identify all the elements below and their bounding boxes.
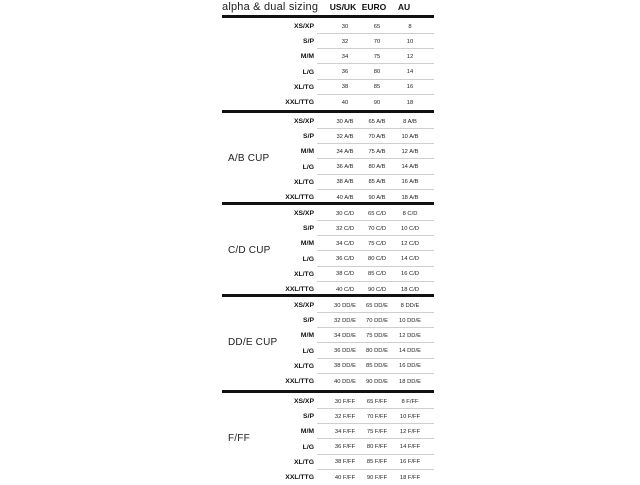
block-divider-bar xyxy=(222,15,434,18)
au-size: 8 C/D xyxy=(402,210,418,217)
alpha-size: L/G xyxy=(302,347,314,355)
euro-size: 85 DD/E xyxy=(366,363,388,370)
euro-size: 65 DD/E xyxy=(366,302,388,309)
block-divider-bar xyxy=(222,110,434,113)
size-row xyxy=(222,359,434,374)
us-uk-size: 30 DD/E xyxy=(334,302,356,309)
size-row xyxy=(222,114,434,129)
au-size: 8 DD/E xyxy=(400,302,420,309)
euro-size: 85 C/D xyxy=(367,271,387,278)
us-uk-size: 40 A/B xyxy=(336,194,354,201)
euro-size: 90 A/B xyxy=(368,194,386,201)
size-row xyxy=(222,344,434,359)
us-uk-size: 32 xyxy=(341,38,349,45)
size-row xyxy=(222,206,434,221)
us-uk-size: 38 DD/E xyxy=(334,363,356,370)
size-row xyxy=(222,267,434,282)
alpha-size: XXL/TTG xyxy=(285,99,314,106)
au-size: 12 DD/E xyxy=(399,332,421,339)
size-block-dde-cup xyxy=(222,294,434,389)
alpha-size: L/G xyxy=(302,68,314,76)
au-size: 18 F/FF xyxy=(399,474,421,481)
size-block-basic xyxy=(222,15,434,110)
us-uk-size: 38 A/B xyxy=(336,179,354,186)
au-size: 14 C/D xyxy=(400,256,420,263)
size-row xyxy=(222,221,434,236)
au-size: 16 xyxy=(406,84,414,91)
au-size: 8 xyxy=(408,23,412,30)
us-uk-size: 30 xyxy=(341,23,349,30)
euro-size: 70 F/FF xyxy=(366,413,388,420)
cup-label: DD/E CUP xyxy=(228,336,278,348)
size-row xyxy=(222,175,434,190)
us-uk-size: 36 C/D xyxy=(335,256,355,263)
size-row xyxy=(222,34,434,49)
size-row xyxy=(222,440,434,455)
au-size: 18 DD/E xyxy=(399,378,421,385)
column-header-us-uk: US/UK xyxy=(329,2,357,12)
block-divider-bar xyxy=(222,202,434,205)
us-uk-size: 32 A/B xyxy=(336,133,354,140)
alpha-size: XL/TG xyxy=(293,178,314,186)
us-uk-size: 34 xyxy=(341,53,349,60)
us-uk-size: 30 A/B xyxy=(336,118,354,125)
euro-size: 75 DD/E xyxy=(366,332,388,339)
column-header-euro: EURO xyxy=(361,2,387,12)
alpha-size: M/M xyxy=(300,332,314,340)
au-size: 12 xyxy=(406,53,414,60)
size-row xyxy=(222,252,434,267)
us-uk-size: 32 C/D xyxy=(335,225,355,232)
alpha-size: S/P xyxy=(303,38,314,46)
euro-size: 90 C/D xyxy=(367,286,387,293)
us-uk-size: 30 C/D xyxy=(335,210,355,217)
size-row xyxy=(222,455,434,470)
au-size: 12 A/B xyxy=(401,148,419,155)
size-row xyxy=(222,374,434,389)
size-row xyxy=(222,394,434,409)
alpha-size: S/P xyxy=(303,317,314,325)
alpha-size: XL/TG xyxy=(293,83,314,91)
alpha-size: XS/XP xyxy=(293,210,314,217)
alpha-size: XL/TG xyxy=(293,458,314,466)
euro-size: 65 A/B xyxy=(368,118,386,125)
us-uk-size: 30 F/FF xyxy=(334,398,356,405)
au-size: 10 DD/E xyxy=(399,317,421,324)
size-row xyxy=(222,409,434,424)
alpha-size: M/M xyxy=(300,428,314,436)
au-size: 8 A/B xyxy=(403,118,417,125)
us-uk-size: 38 F/FF xyxy=(334,459,356,466)
block-divider-bar xyxy=(222,390,434,393)
alpha-size: M/M xyxy=(300,240,314,248)
euro-size: 85 xyxy=(373,84,381,91)
alpha-size: XL/TG xyxy=(293,270,314,278)
alpha-size: S/P xyxy=(303,225,314,233)
au-size: 18 C/D xyxy=(400,286,420,293)
alpha-size: XXL/TTG xyxy=(285,378,314,385)
cup-label: C/D CUP xyxy=(228,244,271,256)
alpha-size: XXL/TTG xyxy=(285,286,314,293)
euro-size: 75 xyxy=(373,53,381,60)
alpha-size: XS/XP xyxy=(293,23,314,30)
size-row xyxy=(222,65,434,80)
us-uk-size: 40 F/FF xyxy=(334,474,356,481)
size-row xyxy=(222,236,434,251)
euro-size: 90 xyxy=(373,99,381,106)
au-size: 18 A/B xyxy=(401,194,419,201)
us-uk-size: 38 C/D xyxy=(335,271,355,278)
chart-title: alpha & dual sizing xyxy=(222,1,319,13)
euro-size: 85 A/B xyxy=(368,179,386,186)
alpha-size: XXL/TTG xyxy=(285,474,314,481)
size-row xyxy=(222,49,434,64)
alpha-size: S/P xyxy=(303,413,314,421)
size-row xyxy=(222,313,434,328)
euro-size: 70 A/B xyxy=(368,133,386,140)
size-row xyxy=(222,144,434,159)
alpha-size: XXL/TTG xyxy=(285,194,314,201)
au-size: 12 F/FF xyxy=(399,428,421,435)
euro-size: 80 C/D xyxy=(367,256,387,263)
size-row xyxy=(222,424,434,439)
euro-size: 80 xyxy=(373,69,381,76)
euro-size: 75 A/B xyxy=(368,148,386,155)
alpha-size: S/P xyxy=(303,133,314,141)
euro-size: 70 xyxy=(373,38,381,45)
au-size: 16 DD/E xyxy=(399,363,421,370)
us-uk-size: 36 xyxy=(341,69,349,76)
euro-size: 75 C/D xyxy=(367,240,387,247)
au-size: 18 xyxy=(406,99,414,106)
block-divider-bar xyxy=(222,294,434,297)
size-row xyxy=(222,95,434,110)
au-size: 16 A/B xyxy=(401,179,419,186)
size-row xyxy=(222,328,434,343)
size-row xyxy=(222,129,434,144)
us-uk-size: 38 xyxy=(341,84,349,91)
au-size: 14 DD/E xyxy=(399,348,421,355)
size-block-cd-cup xyxy=(222,202,434,297)
cup-label: A/B CUP xyxy=(228,152,270,164)
alpha-size: XS/XP xyxy=(293,398,314,405)
au-size: 14 A/B xyxy=(401,164,419,171)
size-row xyxy=(222,298,434,313)
size-block-fff-cup xyxy=(222,390,434,485)
au-size: 10 xyxy=(406,38,414,45)
us-uk-size: 34 DD/E xyxy=(334,332,356,339)
euro-size: 85 F/FF xyxy=(366,459,388,466)
us-uk-size: 34 F/FF xyxy=(334,428,356,435)
au-size: 10 C/D xyxy=(400,225,420,232)
euro-size: 70 DD/E xyxy=(366,317,388,324)
column-header-au: AU xyxy=(397,2,411,12)
au-size: 14 xyxy=(406,69,414,76)
euro-size: 90 F/FF xyxy=(366,474,388,481)
euro-size: 75 F/FF xyxy=(366,428,388,435)
us-uk-size: 36 F/FF xyxy=(334,444,356,451)
euro-size: 65 F/FF xyxy=(366,398,388,405)
alpha-size: XL/TG xyxy=(293,362,314,370)
euro-size: 65 C/D xyxy=(367,210,387,217)
euro-size: 80 F/FF xyxy=(366,444,388,451)
us-uk-size: 32 F/FF xyxy=(334,413,356,420)
us-uk-size: 36 DD/E xyxy=(334,348,356,355)
us-uk-size: 40 xyxy=(341,99,349,106)
us-uk-size: 40 C/D xyxy=(335,286,355,293)
us-uk-size: 34 C/D xyxy=(335,240,355,247)
size-row xyxy=(222,19,434,34)
au-size: 8 F/FF xyxy=(401,398,419,405)
euro-size: 80 DD/E xyxy=(366,348,388,355)
au-size: 16 F/FF xyxy=(399,459,421,466)
size-block-ab-cup xyxy=(222,110,434,205)
euro-size: 65 xyxy=(373,23,381,30)
us-uk-size: 32 DD/E xyxy=(334,317,356,324)
alpha-size: M/M xyxy=(300,53,314,61)
us-uk-size: 34 A/B xyxy=(336,148,354,155)
au-size: 10 F/FF xyxy=(399,413,421,420)
us-uk-size: 40 DD/E xyxy=(334,378,356,385)
euro-size: 80 A/B xyxy=(368,164,386,171)
size-row xyxy=(222,80,434,95)
alpha-size: M/M xyxy=(300,148,314,156)
size-row xyxy=(222,160,434,175)
us-uk-size: 36 A/B xyxy=(336,164,354,171)
alpha-size: L/G xyxy=(302,443,314,451)
au-size: 14 F/FF xyxy=(399,444,421,451)
au-size: 12 C/D xyxy=(400,240,420,247)
size-row xyxy=(222,470,434,485)
au-size: 10 A/B xyxy=(401,133,419,140)
alpha-size: L/G xyxy=(302,255,314,263)
au-size: 16 C/D xyxy=(400,271,420,278)
cup-label: F/FF xyxy=(228,432,250,444)
euro-size: 70 C/D xyxy=(367,225,387,232)
alpha-size: L/G xyxy=(302,163,314,171)
alpha-size: XS/XP xyxy=(293,118,314,125)
alpha-size: XS/XP xyxy=(293,302,314,309)
euro-size: 90 DD/E xyxy=(366,378,388,385)
